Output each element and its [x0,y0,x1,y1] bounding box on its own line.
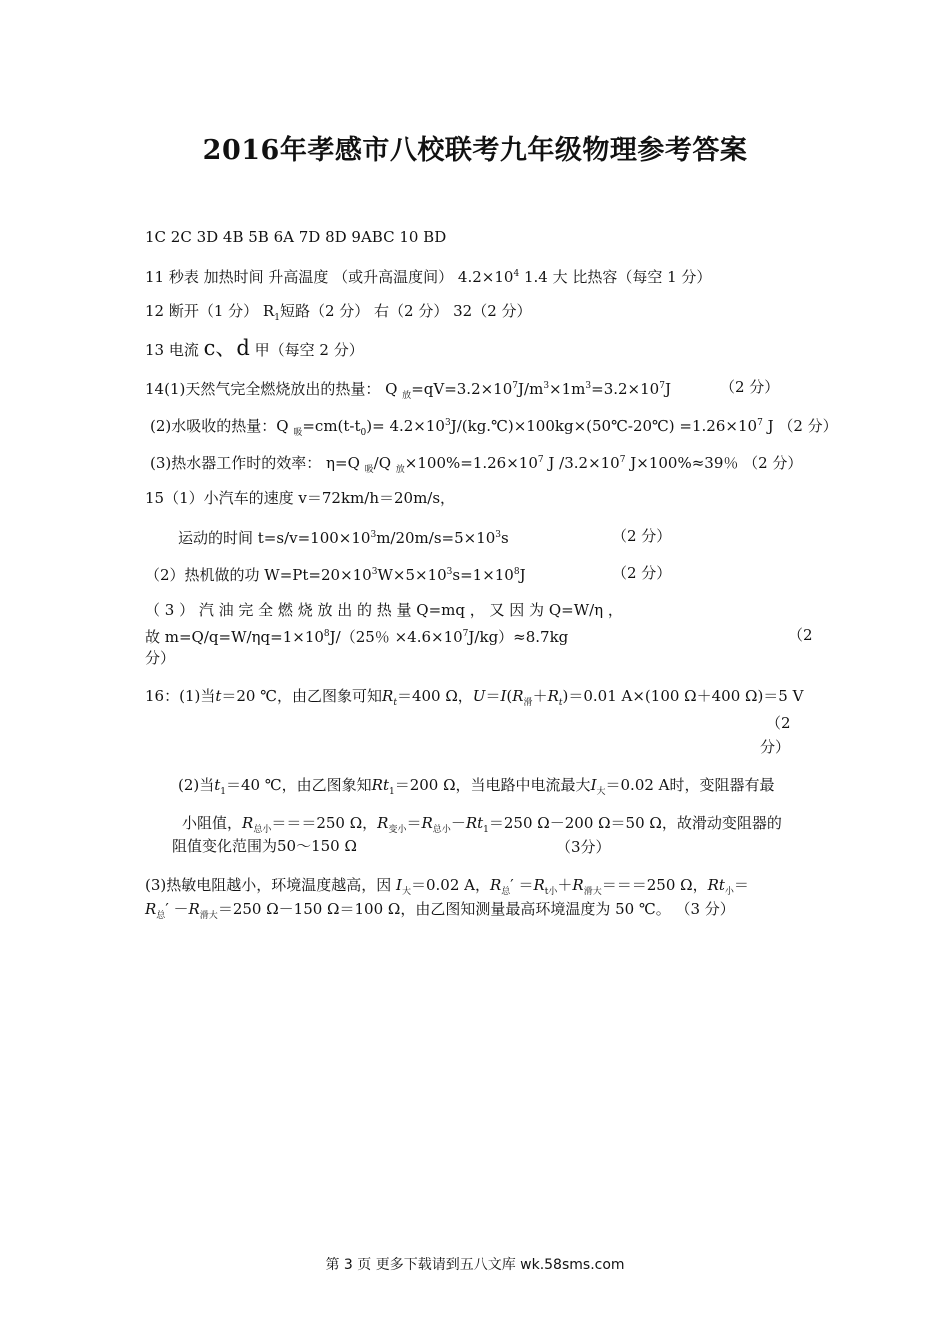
text: J×100%≈39％ （2 分） [625,454,803,472]
text: 故 m=Q/q=W/ηq=1×10 [145,628,324,646]
score-15-1: （2 分） [612,527,672,545]
text: (3)热水器工作时的效率： η=Q [150,454,365,472]
text: ′ ＝ [510,876,534,894]
text: 运动的时间 t=s/v=100×10 [178,529,371,547]
text: ＝ [485,687,501,705]
text: ×1m [549,380,586,398]
text: ＝250 Ω－200 Ω＝50 Ω，故滑动变阻器的 [488,814,782,832]
text: ＝0.02 A时，变阻器有最 [605,776,775,794]
var: R [572,876,584,894]
var: I [590,776,597,794]
text: 11 秒表 加热时间 升高温度 （或升高温度间） 4.2×10 [145,268,514,286]
answer-16-2 [178,775,775,802]
text: J/（25％ ×4.6×10 [329,628,463,646]
answer-13 [145,338,364,360]
score-15-3b: 分） [145,649,176,667]
subscript: 1 [220,787,227,797]
text: ( [506,687,513,705]
text: ′ － [165,900,189,918]
text: ＝200 Ω，当电路中电流最大 [394,776,591,794]
answer-16-3 [145,875,749,902]
text: J （2 分） [762,417,838,435]
score-16-1a: （2 [766,714,791,732]
text: 小阻值， [182,814,243,832]
text: （2）热机做的功 W=Pt=20×10 [145,566,372,584]
text: ＝＝＝250 Ω， [601,876,708,894]
text: ＝ [733,876,749,894]
superscript: 3 [446,567,453,577]
superscript: 8 [323,629,330,639]
subscript: 滑大 [199,911,218,921]
superscript: 7 [659,381,665,391]
var: R [489,876,502,894]
text: ×100%=1.26×10 [404,454,538,472]
var: t [214,776,221,794]
text: s [501,529,509,547]
superscript: 3 [370,530,377,540]
superscript: 3 [371,567,378,577]
subscript: t [393,698,397,708]
superscript: 4 [513,269,520,279]
var: R [421,814,433,832]
subscript: 1 [388,787,395,797]
answer-16-3b [145,899,735,926]
var: R [377,814,389,832]
text: W×5×10 [377,566,447,584]
answer-15-1: 15（1）小汽车的速度 v＝72km/h＝20m/s， [145,489,456,507]
page-title: 2016年孝感市八校联考九年级物理参考答案 [202,135,748,166]
text: ＝250 Ω－150 Ω＝100 Ω，由乙图知测量最高环境温度为 50 ℃。 （3 分） [217,900,735,918]
text: ＋ [557,876,573,894]
answer-14-3 [150,450,802,480]
text: )＝0.01 A×(100 Ω＋400 Ω)＝5 V [562,687,804,705]
text: 13 电流 [145,341,204,359]
text: ＝40 ℃，由乙图象知 [226,776,372,794]
subscript: 总小 [432,825,451,835]
superscript: 7 [512,381,519,391]
superscript: 3 [495,530,502,540]
answer-choice-line: 1C 2C 3D 4B 5B 6A 7D 8D 9ABC 10 BD [145,228,447,246]
subscript: t小 [544,887,558,897]
var: R [188,900,200,918]
answer-15-1b [178,525,509,548]
text: =3.2×10 [591,380,660,398]
page-footer: 第 3 页 更多下载请到五八文库 wk.58sms.com [325,1257,625,1273]
subscript: 大 [596,787,606,797]
text: ＝ [406,814,422,832]
var: I [500,687,507,705]
var: R [242,814,254,832]
subscript: 总 [156,911,166,921]
text: (3)热敏电阻越小，环境温度越高，因 [145,876,397,894]
text: － [450,814,466,832]
text: 14(1)天然气完全燃烧放出的热量： Q [145,380,403,398]
subscript: 变小 [388,825,407,835]
var: R [533,876,545,894]
superscript: 7 [619,455,626,465]
text: ＝0.02 A， [410,876,490,894]
text: J /3.2×10 [543,454,620,472]
text: 短路（2 分） 右（2 分） 32（2 分） [279,302,532,320]
superscript: 3 [543,381,550,391]
var: Rt [371,776,389,794]
superscript: 3 [444,418,451,428]
subscript: 吸 [293,428,303,438]
text: /Q [373,454,396,472]
text: 16：(1)当 [145,687,216,705]
subscript: 大 [401,887,411,897]
var: R [512,687,524,705]
text: J [519,566,526,584]
subscript: 0 [360,428,367,438]
text: ＝20 ℃，由乙图象可知 [221,687,383,705]
text: J/kg）≈8.7kg [468,628,569,646]
subscript: 放 [395,465,405,475]
text: =cm(t-t [302,417,361,435]
text: )= 4.2×10 [366,417,445,435]
answer-16-2c: 阻值变化范围为50～150 Ω [172,837,357,855]
score-16-1b: 分） [760,738,791,756]
subscript: 1 [274,313,280,323]
text: (2)水吸收的热量：Q [150,417,294,435]
text: (2)当 [178,776,215,794]
cd-letters: c、d [203,336,250,360]
text: 12 断开（1 分） R [145,302,275,320]
text: s=1×10 [452,566,514,584]
subscript: 吸 [364,465,374,475]
var: I [396,876,402,894]
superscript: 7 [537,455,544,465]
answer-12 [145,301,532,328]
text: ＝＝＝250 Ω， [271,814,378,832]
answer-14-2 [150,413,838,443]
score-16-2: （3分） [556,838,611,856]
subscript: 滑大 [583,887,602,897]
answer-15-2 [145,562,526,585]
subscript: 总小 [253,825,272,835]
answer-15-3-line1: （ 3 ） 汽 油 完 全 燃 烧 放 出 的 热 量 Q=mq ， 又 因 为 Q=W/η ， [145,601,623,619]
var: R [382,687,394,705]
text: m/20m/s=5×10 [376,529,496,547]
answer-15-3-line2 [145,624,568,647]
subscript: 小 [724,887,734,897]
superscript: 7 [462,629,469,639]
superscript: 3 [585,381,592,391]
var: R [145,900,157,918]
var: t [215,687,222,705]
score-14-1: （2 分） [720,378,780,396]
superscript: 8 [513,567,520,577]
text: ＝400 Ω， [396,687,473,705]
text: 1.4 大 比热容（每空 1 分） [519,268,712,286]
var: U [472,687,486,705]
text: J/(kg.℃)×100kg×(50℃-20℃) =1.26×10 [450,417,758,435]
score-15-3a: （2 [788,626,813,644]
subscript: 滑 [523,698,533,708]
answer-14-1 [145,376,671,406]
subscript: 总 [501,887,511,897]
text: 甲（每空 2 分） [249,341,364,359]
subscript: 放 [402,391,412,401]
text: J [664,380,671,398]
var: Rt [707,876,725,894]
superscript: 7 [757,418,763,428]
answer-16-1 [145,686,803,713]
score-15-2: （2 分） [612,564,672,582]
subscript: 1 [483,825,489,835]
text: ＋ [532,687,548,705]
text: =qV=3.2×10 [411,380,513,398]
subscript: t [558,698,563,708]
var: Rt [465,814,484,832]
answer-11 [145,264,711,287]
var: R [547,687,559,705]
text: J/m [518,380,544,398]
